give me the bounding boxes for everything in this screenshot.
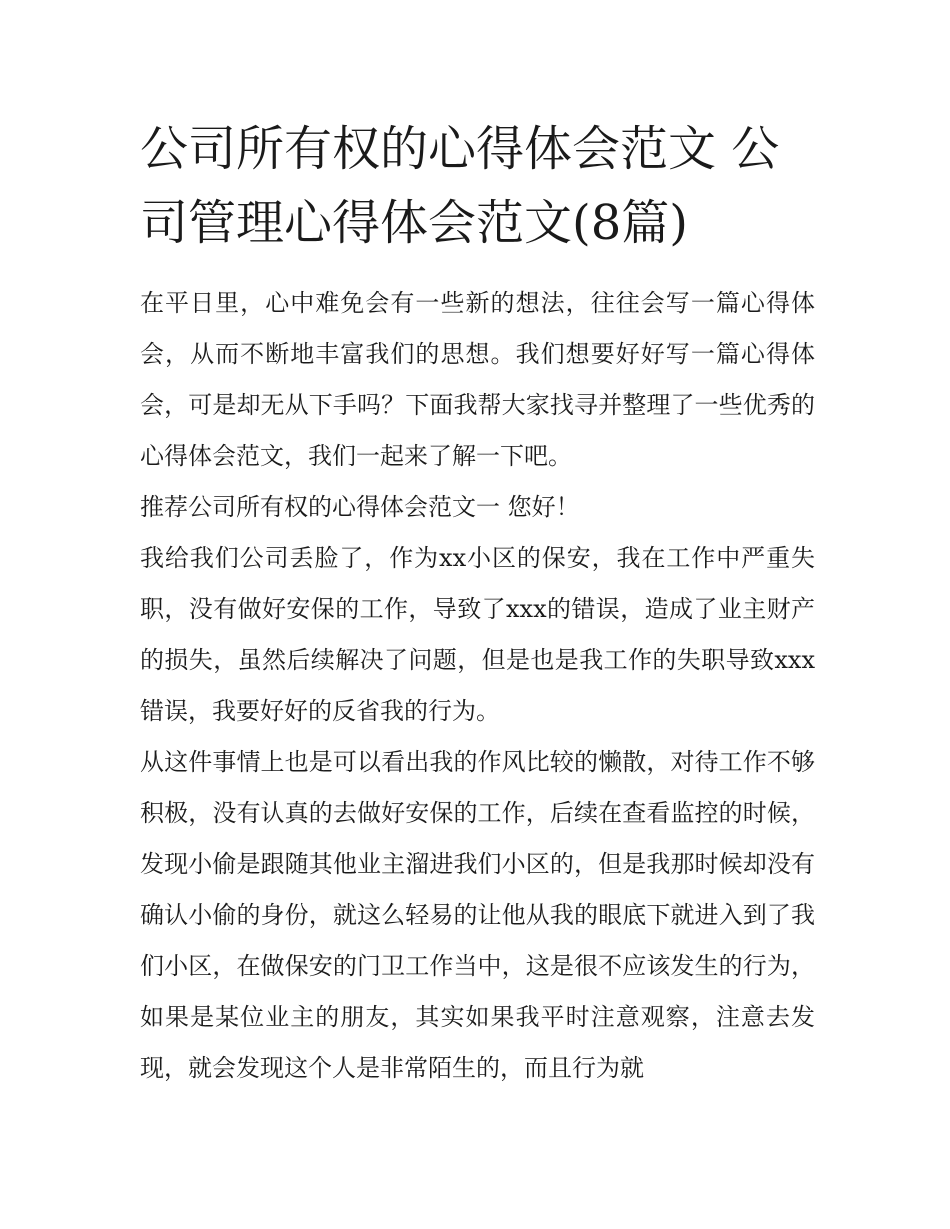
document-page [140, 112, 815, 1094]
body-paragraph-2: 从这件事情上也是可以看出我的作风比较的懒散，对待工作不够积极，没有认真的去做好安保的工作，后续在查看监控的时候，发现小偷是跟随其他业主溜进我们小区的，但是我那时候却没有确认小偷的身份，就这么轻易的让他从我的眼底下就进入到了我们小区，在做保安的门卫工作当中，这是很不应该发生的行为，如果是某位业主的朋友，其实如果我平时注意观察，注意去发现，就会发现这个人是非常陌生的，而且行为就 [140, 748, 815, 1082]
body-paragraph-1: 我给我们公司丢脸了，作为xx小区的保安，我在工作中严重失职，没有做好安保的工作，导致了xxx的错误，造成了业主财产的损失，虽然后续解决了问题，但是也是我工作的失职导致xxx错误，我要好好的反省我的行为。 [140, 544, 815, 725]
intro-paragraph: 在平日里，心中难免会有一些新的想法，往往会写一篇心得体会，从而不断地丰富我们的思想。我们想要好好写一篇心得体会，可是却无从下手吗？下面我帮大家找寻并整理了一些优秀的心得体会范文，我们一起来了解一下吧。 [140, 289, 815, 470]
document-title: 公司所有权的心得体会范文 公司管理心得体会范文(8篇) [140, 121, 780, 251]
section-heading-paragraph: 推荐公司所有权的心得体会范文一 您好！ [140, 493, 580, 521]
